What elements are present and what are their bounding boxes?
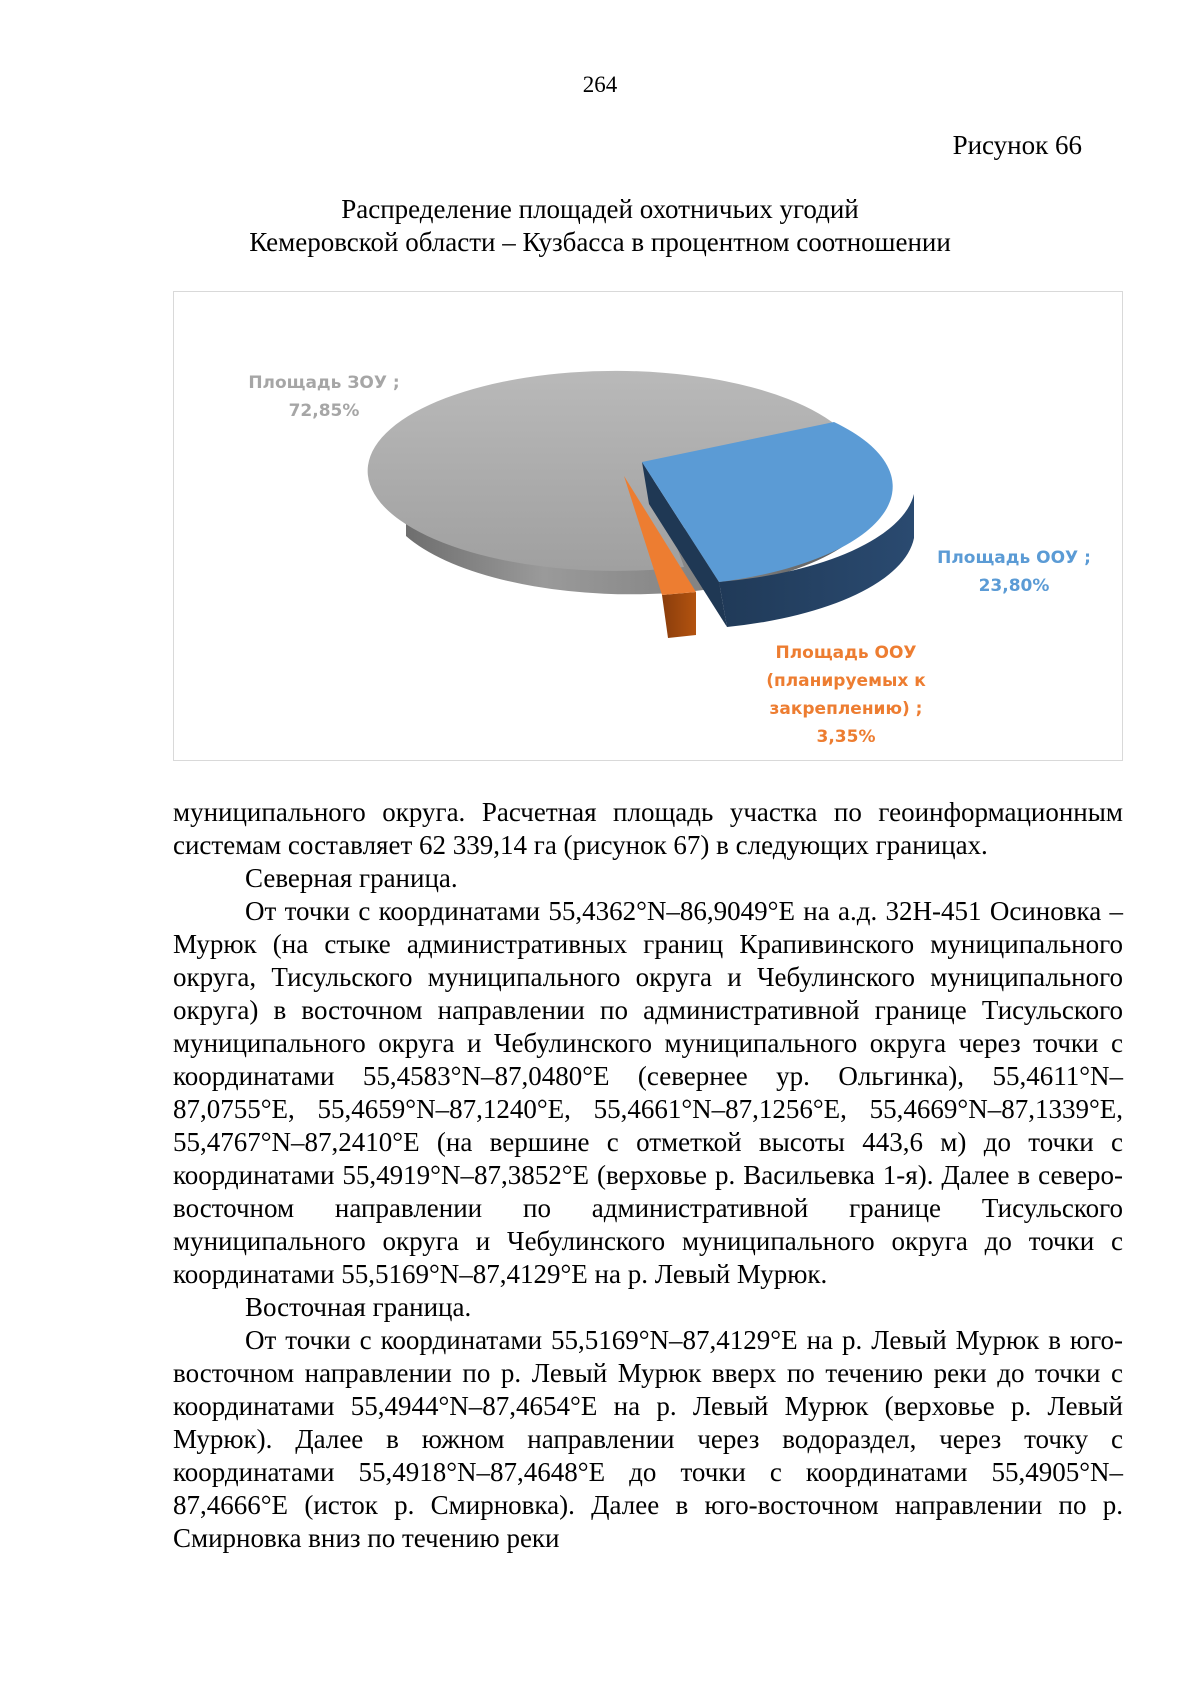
value-oou: 23,80%	[978, 576, 1050, 596]
heading-eastern-border: Восточная граница.	[245, 1292, 472, 1322]
value-zou: 72,85%	[288, 401, 360, 421]
pie-chart	[174, 292, 1121, 759]
label-oou-planned-line-3: закреплению) ;	[769, 699, 923, 719]
pie-slice-oou-planned-side	[662, 592, 696, 638]
paragraph: муниципального округа. Расчетная площадь участка по геоинформационным системам составляет 62 339,14 га (рисунок 67) в следующих границах.	[173, 797, 1123, 860]
paragraph: От точки с координатами 55,4362°N–86,9049°E на а.д. 32Н-451 Осиновка – Мурюк (на стыке административных границ Крапивинского муниципального округа, Тисульского муниципального округа и Чебулинского муниципального округа) в восточном направлении по административной границе Тисульского муниципального округа и Чебулинского муниципального округа через точки с координатами 55,4583°N–87,0480°E (севернее ур. Ольгинка), 55,4611°N–87,0755°E, 55,4659°N–87,1240°E, 55,4661°N–87,1256°E, 55,4669°N–87,1339°E, 55,4767°N–87,2410°E (на вершине с отметкой высоты 443,6 м) до точки с координатами 55,4919°N–87,3852°E (верховье р. Васильевка 1-я). Далее в северо-восточном направлении по административной границе Тисульского муниципального округа и Чебулинского муниципального округа до точки с координатами 55,5169°N–87,4129°E на р. Левый Мурюк.	[173, 896, 1123, 1289]
heading-northern-border: Северная граница.	[245, 863, 458, 893]
label-oou-planned-line-2: (планируемых к	[766, 671, 926, 691]
label-zou: Площадь ЗОУ ;	[248, 373, 400, 393]
figure-title-line-2: Кемеровской области – Кузбасса в процентном соотношении	[249, 227, 951, 257]
label-oou: Площадь ООУ ;	[937, 548, 1091, 568]
figure-title-line-1: Распределение площадей охотничьих угодий	[341, 194, 859, 224]
paragraph: От точки с координатами 55,5169°N–87,4129°E на р. Левый Мурюк в юго-восточном направлении по р. Левый Мурюк вверх по течению реки до точки с координатами 55,4944°N–87,4654°E на р. Левый Мурюк (верховье р. Левый Мурюк). Далее в южном направлении через водораздел, через точку с координатами 55,4918°N–87,4648°E до точки с координатами 55,4905°N–87,4666°E (исток р. Смирновка). Далее в юго-восточном направлении по р. Смирновка вниз по течению реки	[173, 1325, 1123, 1553]
value-oou-planned: 3,35%	[816, 727, 876, 747]
chart-frame	[173, 291, 1123, 761]
label-oou-planned-line-1: Площадь ООУ	[775, 643, 917, 663]
figure-title	[0, 193, 1200, 259]
page-number: 264	[582, 72, 618, 97]
figure-label: Рисунок 66	[952, 130, 1082, 160]
body-text	[173, 796, 1123, 1555]
